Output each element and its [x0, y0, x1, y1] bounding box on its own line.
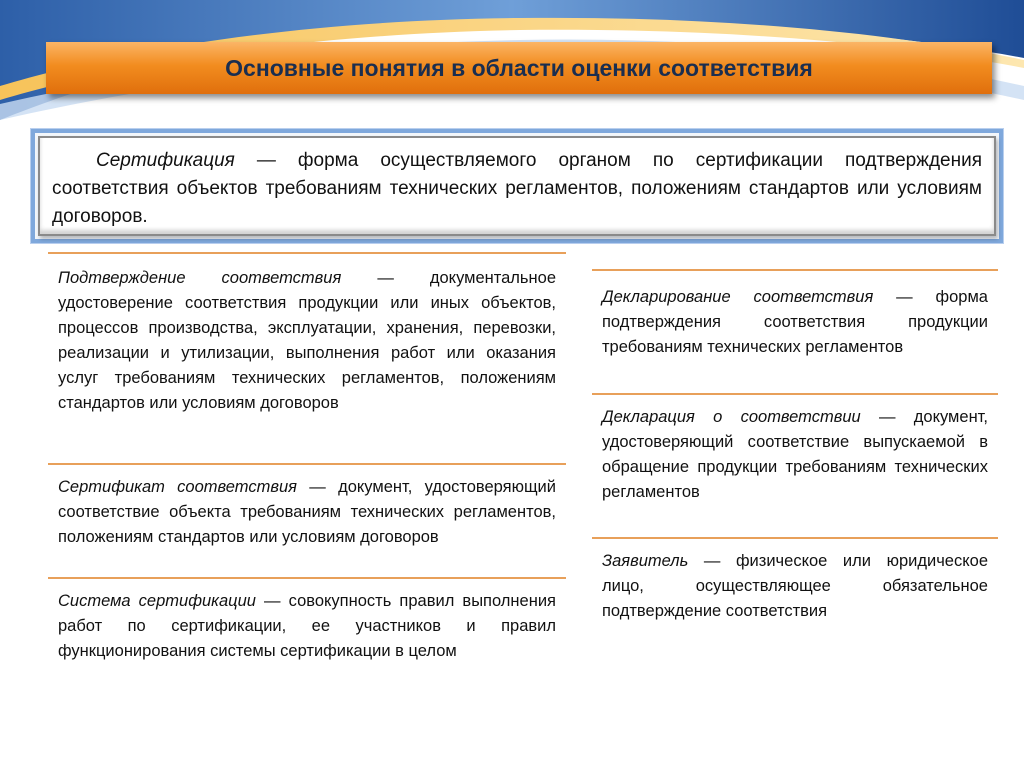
term-block-deklarirovanie: [592, 269, 998, 393]
term-definition: — форма подтверждения соответствия продукции требованиям технических регламентов: [602, 288, 988, 356]
term-definition: — документ, удостоверяющий соответствие выпускаемой в обращение продукции требованиям технических регламентов: [602, 408, 988, 501]
term-definition: — физическое или юридическое лицо, осуществляющее обязательное подтверждение соответствия: [602, 552, 988, 620]
term-title: Система сертификации: [58, 592, 256, 610]
term-block-deklaratsiya: [592, 393, 998, 537]
term-block-sertifikat: [48, 463, 566, 577]
right-column: [592, 269, 998, 647]
definition-term: Сертификация: [96, 150, 235, 171]
term-title: Декларация о соответствии: [602, 408, 861, 426]
term-definition: — документальное удостоверение соответствия продукции или иных объектов, процессов производства, эксплуатации, хранения, перевозки, реализации и утилизации, выполнения работ или оказания услуг требованиям технических регламентов, положениям стандартов или условиям договоров: [58, 269, 556, 412]
definition-body: — форма осуществляемого органом по сертификации подтверждения соответствия объектов требованиям технических регламентов, положениям стандартов или условиям договоров.: [52, 150, 982, 227]
term-block-podtverzhdenie: [48, 252, 566, 463]
term-block-zayavitel: [592, 537, 998, 647]
title-bar: [46, 42, 992, 94]
term-definition: — документ, удостоверяющий соответствие объекта требованиям технических регламентов, положениям стандартов или условиям договоров: [58, 478, 556, 546]
page-title: Основные понятия в области оценки соответствия: [225, 54, 813, 81]
term-definition: — совокупность правил выполнения работ по сертификации, ее участников и правил функционирования системы сертификации в целом: [58, 592, 556, 660]
definition-text: [38, 136, 996, 236]
left-column: [48, 252, 566, 687]
term-title: Сертификат соответствия: [58, 478, 297, 496]
term-title: Заявитель: [602, 552, 689, 570]
term-title: Декларирование соответствия: [602, 288, 874, 306]
term-block-sistema: [48, 577, 566, 687]
definition-box: [31, 129, 1003, 243]
term-title: Подтверждение соответствия: [58, 269, 342, 287]
